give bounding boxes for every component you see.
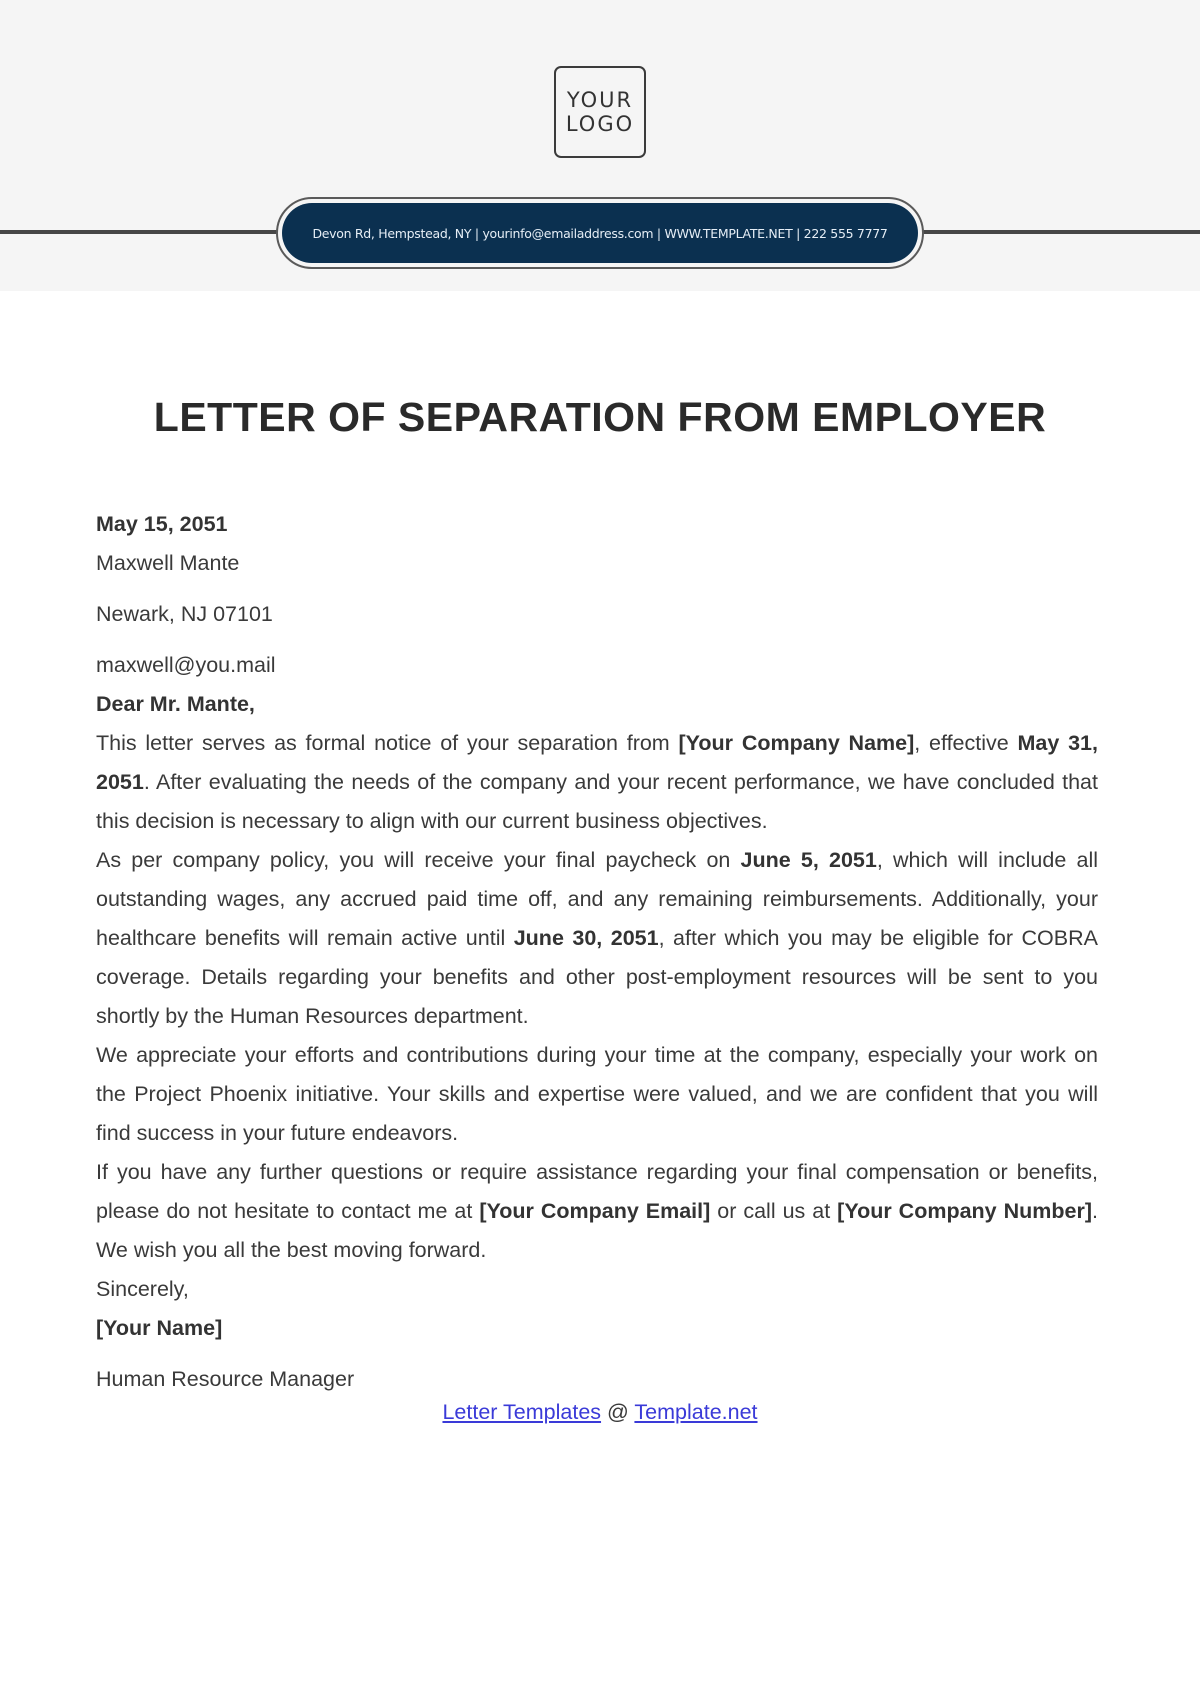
paragraph-2 [96,841,1098,1036]
p4-text-1: If you have any further questions or require assistance regarding your final compensation or benefits, please do not hesitate to contact me at [96,1160,1098,1223]
p4-company-number: [Your Company Number] [837,1199,1093,1223]
contact-pill [282,203,918,263]
paragraph-4 [96,1153,1098,1270]
p4-company-email: [Your Company Email] [479,1199,711,1223]
recipient-email: maxwell@you.mail [96,653,276,677]
logo-placeholder [554,66,646,158]
p1-text-2: , effective [914,731,1018,755]
page-title: LETTER OF SEPARATION FROM EMPLOYER [153,394,1047,440]
signer-name: [Your Name] [96,1316,223,1340]
contact-line: Devon Rd, Hempstead, NY | yourinfo@emailaddress.com | WWW.TEMPLATE.NET | 222 555 7777 [312,225,888,241]
p4-text-2: or call us at [710,1199,838,1223]
footer-separator: @ [601,1400,635,1424]
p4-text-3: . We wish you all the best moving forward. [96,1199,1098,1262]
signer-title: Human Resource Manager [96,1367,355,1391]
template-net-link[interactable]: Template.net [634,1400,758,1424]
p1-text-3: . After evaluating the needs of the company and your recent performance, we have concluded that this decision is necessary to align with our current business objectives. [96,770,1098,833]
letter-templates-link[interactable]: Letter Templates [442,1400,602,1424]
letter-date: May 15, 2051 [96,512,228,536]
p1-effective-date: May 31, 2051 [96,731,1098,794]
p2-text-3: , after which you may be eligible for COBRA coverage. Details regarding your benefits and other post-employment resources will be sent to you shortly by the Human Resources department. [96,926,1098,1028]
letter-body [96,505,1098,1399]
p2-benefits-end-date: June 30, 2051 [513,926,659,950]
salutation: Dear Mr. Mante, [96,692,255,716]
logo-line1: YOUR [566,88,634,112]
paragraph-1 [96,724,1098,841]
p1-company-name: [Your Company Name] [678,731,915,755]
p2-text-1: As per company policy, you will receive your final paycheck on [96,848,741,872]
p2-paycheck-date: June 5, 2051 [740,848,877,872]
footer [0,1400,1200,1425]
closing: Sincerely, [96,1277,189,1301]
recipient-address: Newark, NJ 07101 [96,602,273,626]
logo-line2: LOGO [565,112,635,136]
recipient-name: Maxwell Mante [96,551,240,575]
p2-text-2: , which will include all outstanding wages, any accrued paid time off, and any remaining reimbursements. Additionally, your healthcare benefits will remain active until [96,848,1098,950]
p1-text-1: This letter serves as formal notice of your separation from [96,731,679,755]
paragraph-3: We appreciate your efforts and contributions during your time at the company, especially your work on the Project Phoenix initiative. Your skills and expertise were valued, and we are confident that you will find success in your future endeavors. [96,1043,1098,1145]
